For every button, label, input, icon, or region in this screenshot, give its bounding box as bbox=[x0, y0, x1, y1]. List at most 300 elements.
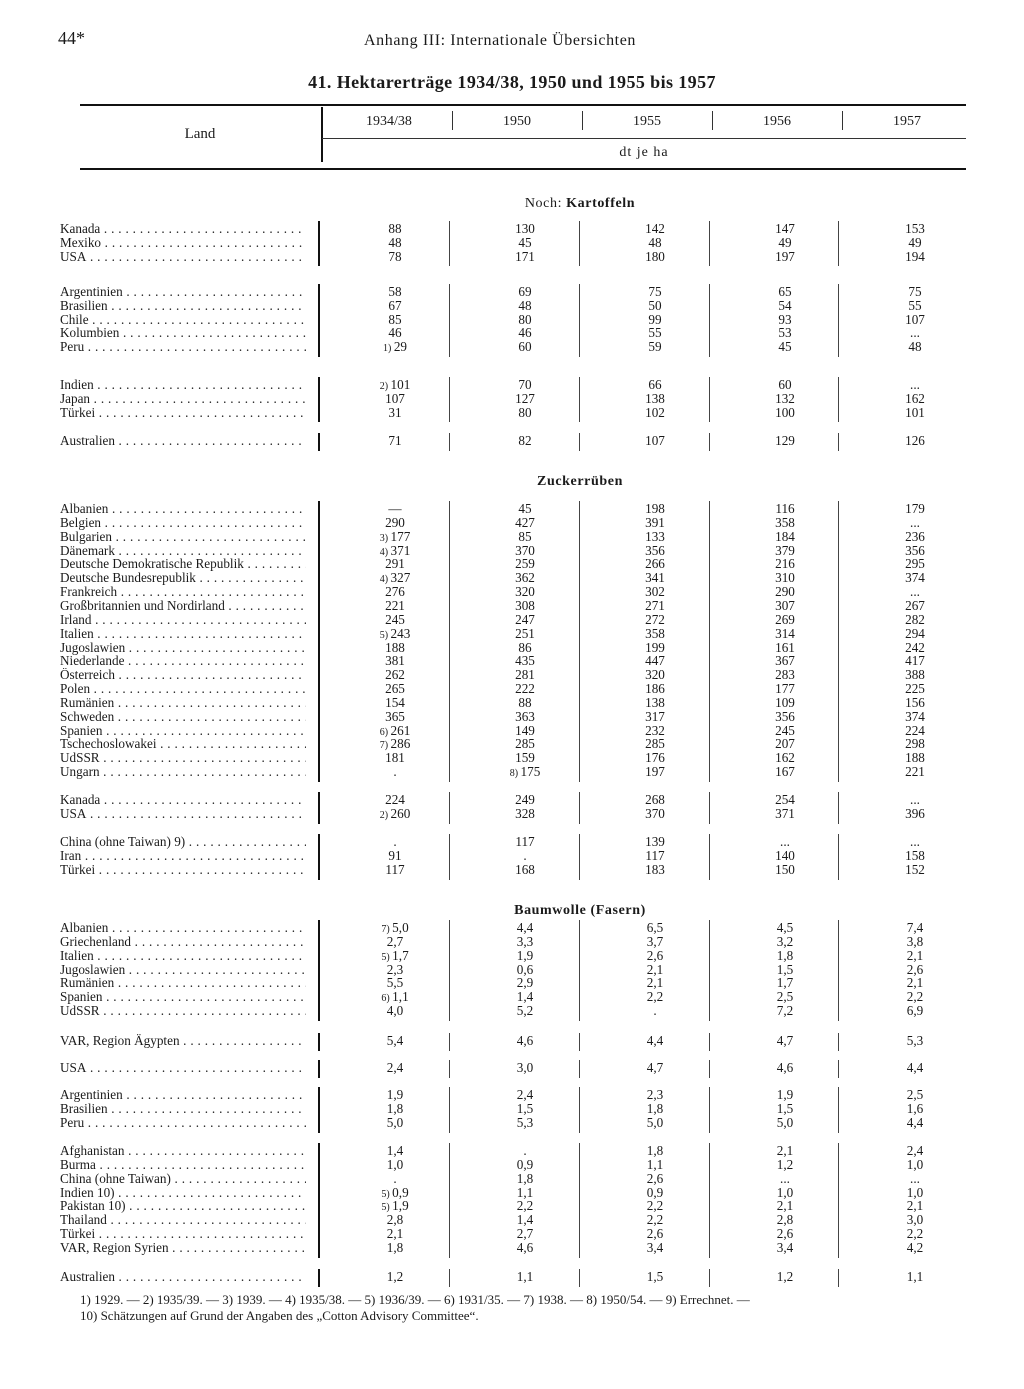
value-cell bbox=[350, 807, 440, 823]
value-cell bbox=[350, 1004, 440, 1018]
table-row bbox=[60, 544, 960, 558]
value-text: 60 bbox=[778, 377, 792, 392]
value-text: 149 bbox=[515, 722, 535, 738]
value-text: 260 bbox=[390, 805, 411, 821]
country-name: Großbritannien und Nordirland . . . bbox=[60, 599, 306, 613]
footnotes bbox=[80, 1292, 980, 1324]
value-text: 55 bbox=[648, 325, 662, 341]
value-text: 236 bbox=[905, 528, 925, 544]
value-text: 4,0 bbox=[386, 1003, 404, 1019]
top-rule bbox=[80, 104, 966, 106]
country-name: Schweden . . . bbox=[60, 710, 306, 724]
table-row bbox=[60, 571, 960, 585]
value-text: 158 bbox=[905, 847, 925, 863]
value-text: 294 bbox=[905, 625, 925, 641]
table-row bbox=[60, 1227, 960, 1241]
value-text: 327 bbox=[390, 570, 411, 586]
value-text: 374 bbox=[905, 570, 925, 586]
value-cell bbox=[610, 1241, 700, 1255]
country-name: Kanada . . . bbox=[60, 793, 306, 807]
table-row bbox=[60, 1116, 960, 1130]
footnote-marker: 5) bbox=[381, 951, 393, 963]
value-text: 177 bbox=[775, 681, 795, 697]
value-text: 2,2 bbox=[646, 1212, 664, 1228]
value-text: 139 bbox=[645, 834, 665, 849]
value-text: 328 bbox=[515, 805, 535, 821]
value-text: 1,1 bbox=[516, 1184, 534, 1200]
value-text: 70 bbox=[518, 377, 532, 392]
table-row bbox=[60, 378, 960, 392]
value-text: 271 bbox=[645, 597, 665, 613]
value-text: 48 bbox=[648, 234, 662, 250]
value-text: 150 bbox=[775, 861, 795, 877]
value-text: 102 bbox=[645, 404, 665, 420]
value-text: 167 bbox=[775, 764, 795, 780]
value-text: 254 bbox=[775, 792, 795, 807]
value-cell bbox=[610, 250, 700, 264]
value-text: 107 bbox=[645, 433, 665, 448]
value-cell bbox=[740, 807, 830, 821]
value-text: 1,8 bbox=[646, 1100, 664, 1116]
value-cell bbox=[610, 1034, 700, 1048]
value-cell bbox=[480, 807, 570, 821]
value-text: 1,0 bbox=[776, 1184, 794, 1200]
value-text: 154 bbox=[385, 694, 405, 710]
table-row bbox=[60, 1102, 960, 1116]
value-text: 46 bbox=[518, 325, 532, 341]
value-text: 225 bbox=[905, 681, 925, 697]
value-text: ... bbox=[780, 834, 790, 849]
value-text: 2,1 bbox=[776, 1198, 794, 1214]
country-name: Rumänien . . . bbox=[60, 696, 306, 710]
country-name: Albanien . . . bbox=[60, 921, 306, 935]
value-text: 295 bbox=[905, 556, 925, 572]
footnote-marker: 3) bbox=[379, 532, 391, 544]
value-text: 2,2 bbox=[646, 989, 664, 1005]
value-text: 341 bbox=[645, 570, 665, 586]
year-header: 1957 bbox=[893, 114, 921, 129]
footnote-marker: 1) bbox=[382, 343, 394, 355]
value-text: 1,9 bbox=[386, 1087, 404, 1102]
table-row bbox=[60, 434, 960, 448]
value-text: 266 bbox=[645, 556, 665, 572]
value-cell bbox=[740, 250, 830, 264]
table-row bbox=[60, 627, 960, 641]
country-name: Dänemark . . . bbox=[60, 544, 306, 558]
footnote-marker: 5) bbox=[381, 1202, 393, 1214]
country-name: Niederlande . . . bbox=[60, 654, 306, 668]
value-text: 1,8 bbox=[646, 1143, 664, 1158]
country-name: Italien . . . bbox=[60, 949, 306, 963]
value-text: 1,8 bbox=[516, 1170, 534, 1186]
value-text: 85 bbox=[388, 311, 402, 327]
value-text: 159 bbox=[515, 750, 535, 766]
value-text: ... bbox=[910, 377, 920, 392]
table-row bbox=[60, 585, 960, 599]
value-text: 427 bbox=[515, 514, 535, 530]
value-text: 216 bbox=[775, 556, 795, 572]
value-text: 307 bbox=[775, 597, 795, 613]
value-text: 2,1 bbox=[646, 961, 664, 977]
value-text: ... bbox=[910, 834, 920, 849]
value-text: 88 bbox=[388, 221, 402, 236]
table-row bbox=[60, 1213, 960, 1227]
value-text: 2,1 bbox=[776, 1143, 794, 1158]
value-text: 1,4 bbox=[386, 1143, 404, 1158]
value-text: 188 bbox=[905, 750, 925, 766]
value-cell bbox=[480, 1061, 570, 1075]
value-text: 1,5 bbox=[776, 961, 794, 977]
table-row bbox=[60, 299, 960, 313]
value-text: 67 bbox=[388, 297, 402, 313]
value-text: 4,4 bbox=[646, 1033, 664, 1048]
value-text: 268 bbox=[645, 792, 665, 807]
footnote-marker: 2) bbox=[379, 809, 391, 821]
table-row bbox=[60, 392, 960, 406]
country-name: Iran . . . bbox=[60, 849, 306, 863]
country-name: Bulgarien . . . bbox=[60, 530, 306, 544]
value-cell bbox=[740, 1270, 830, 1284]
footnote-marker: 6) bbox=[379, 726, 391, 738]
value-text: 447 bbox=[645, 653, 665, 669]
value-cell bbox=[870, 863, 960, 877]
value-text: 298 bbox=[905, 736, 925, 752]
value-text: 232 bbox=[645, 722, 665, 738]
value-text: 161 bbox=[775, 639, 795, 655]
table-row bbox=[60, 530, 960, 544]
value-text: 45 bbox=[778, 339, 792, 355]
value-cell bbox=[870, 1270, 960, 1284]
table-row bbox=[60, 1034, 960, 1048]
value-cell bbox=[480, 434, 570, 448]
table-row bbox=[60, 285, 960, 299]
value-text: 100 bbox=[775, 404, 795, 420]
value-text: 2,7 bbox=[516, 1226, 534, 1242]
value-text: 29 bbox=[393, 339, 408, 355]
value-text: 138 bbox=[645, 390, 665, 406]
value-cell bbox=[740, 434, 830, 448]
value-text: 1,5 bbox=[776, 1100, 794, 1116]
value-text: 184 bbox=[775, 528, 795, 544]
value-text: 1,7 bbox=[392, 947, 409, 963]
country-name: Australien . . . bbox=[60, 434, 306, 448]
value-cell bbox=[870, 1034, 960, 1048]
value-text: 4,4 bbox=[906, 1114, 924, 1130]
value-text: 3,0 bbox=[516, 1060, 534, 1075]
table-row bbox=[60, 222, 960, 236]
value-text: 2,6 bbox=[906, 961, 924, 977]
value-text: 1,0 bbox=[906, 1184, 924, 1200]
country-name: Deutsche Bundesrepublik . . . bbox=[60, 571, 306, 585]
value-text: 2,6 bbox=[646, 947, 664, 963]
value-text: 162 bbox=[775, 750, 795, 766]
value-text: 286 bbox=[390, 736, 411, 752]
table-row bbox=[60, 793, 960, 807]
value-text: 2,1 bbox=[386, 1226, 404, 1242]
table-row bbox=[60, 976, 960, 990]
value-text: 2,5 bbox=[906, 1087, 924, 1102]
value-cell bbox=[870, 434, 960, 448]
value-text: 1,0 bbox=[906, 1156, 924, 1172]
value-cell bbox=[740, 340, 830, 354]
section-name: Zuckerrüben bbox=[537, 474, 623, 489]
value-text: 2,7 bbox=[386, 933, 404, 949]
value-text: 317 bbox=[645, 708, 665, 724]
country-name: Italien . . . bbox=[60, 627, 306, 641]
country-name: Österreich . . . bbox=[60, 668, 306, 682]
land-header: Land bbox=[184, 126, 216, 142]
value-text: 85 bbox=[518, 528, 532, 544]
value-text: 101 bbox=[905, 404, 925, 420]
value-text: 5,2 bbox=[516, 1003, 534, 1019]
value-text: 54 bbox=[778, 297, 792, 313]
country-name: Peru . . . bbox=[60, 1116, 306, 1130]
value-text: 3,0 bbox=[906, 1212, 924, 1228]
value-text: 53 bbox=[778, 325, 792, 341]
value-cell bbox=[350, 1270, 440, 1284]
value-text: 1,7 bbox=[776, 975, 794, 991]
value-text: 4,5 bbox=[776, 920, 794, 935]
value-text: 199 bbox=[645, 639, 665, 655]
table-row bbox=[60, 1004, 960, 1018]
value-text: 276 bbox=[385, 584, 405, 600]
table-title: 41. Hektarerträge 1934/38, 1950 und 1955 bis 1957 bbox=[308, 72, 716, 92]
value-text: 1,8 bbox=[386, 1100, 404, 1116]
value-text: 60 bbox=[518, 339, 532, 355]
value-text: 5,0 bbox=[646, 1114, 664, 1130]
value-text: 1,4 bbox=[516, 1212, 534, 1228]
value-text: 0,9 bbox=[516, 1156, 534, 1172]
country-name: Brasilien . . . bbox=[60, 1102, 306, 1116]
value-cell bbox=[350, 250, 440, 264]
value-text: 59 bbox=[648, 339, 662, 355]
value-text: 2,1 bbox=[906, 975, 924, 991]
table-row bbox=[60, 326, 960, 340]
page-number: 44* bbox=[58, 28, 85, 48]
value-text: 2,8 bbox=[386, 1212, 404, 1228]
value-text: 1,8 bbox=[386, 1239, 404, 1255]
footnote-marker: 7) bbox=[381, 924, 393, 935]
running-header: Anhang III: Internationale Übersichten bbox=[364, 32, 637, 49]
value-text: 243 bbox=[390, 625, 411, 641]
value-text: . bbox=[393, 764, 397, 780]
footnote-marker: 4) bbox=[379, 546, 391, 558]
value-text: 4,2 bbox=[906, 1239, 924, 1255]
value-text: 117 bbox=[645, 847, 665, 863]
value-text: 262 bbox=[385, 667, 405, 683]
value-cell bbox=[480, 250, 570, 264]
value-text: 88 bbox=[518, 694, 532, 710]
value-text: 181 bbox=[385, 750, 405, 766]
table-row bbox=[60, 1186, 960, 1200]
value-text: 370 bbox=[645, 805, 665, 821]
table-row bbox=[60, 710, 960, 724]
value-text: 1,5 bbox=[646, 1269, 664, 1284]
footnote-line: 10) Schätzungen auf Grund der Angaben des „Cotton Advisory Committee“. bbox=[80, 1308, 479, 1323]
value-text: 320 bbox=[645, 667, 665, 683]
value-text: 5,0 bbox=[392, 920, 409, 935]
country-name: Pakistan 10) . . . bbox=[60, 1199, 306, 1213]
value-text: 48 bbox=[388, 234, 402, 250]
value-text: 1,2 bbox=[776, 1269, 794, 1284]
value-text: 282 bbox=[905, 611, 925, 627]
value-text: ... bbox=[910, 584, 920, 600]
value-text: 183 bbox=[645, 861, 665, 877]
table-row bbox=[60, 849, 960, 863]
footnote-marker: 5) bbox=[379, 629, 391, 641]
value-text: 388 bbox=[905, 667, 925, 683]
value-text: ... bbox=[910, 792, 920, 807]
value-text: 356 bbox=[775, 708, 795, 724]
table-row bbox=[60, 236, 960, 250]
value-text: 99 bbox=[648, 311, 662, 327]
value-text: 50 bbox=[648, 297, 662, 313]
value-text: 80 bbox=[518, 311, 532, 327]
value-text: 188 bbox=[385, 639, 405, 655]
value-text: 101 bbox=[390, 377, 411, 392]
value-cell bbox=[740, 1061, 830, 1075]
value-cell bbox=[480, 863, 570, 877]
value-text: 127 bbox=[515, 390, 535, 406]
value-cell bbox=[610, 1116, 700, 1130]
value-text: 153 bbox=[905, 221, 925, 236]
country-name: Spanien . . . bbox=[60, 724, 306, 738]
value-text: 5,3 bbox=[516, 1114, 534, 1130]
value-text: 1,1 bbox=[906, 1269, 924, 1284]
value-text: 75 bbox=[908, 284, 922, 299]
value-text: 147 bbox=[775, 221, 795, 236]
value-cell bbox=[610, 1061, 700, 1075]
value-text: 370 bbox=[515, 542, 535, 558]
country-name: China (ohne Taiwan) . . . bbox=[60, 1172, 306, 1186]
table-row bbox=[60, 724, 960, 738]
value-text: 435 bbox=[515, 653, 535, 669]
value-text: 267 bbox=[905, 597, 925, 613]
value-text: 142 bbox=[645, 221, 665, 236]
value-text: 48 bbox=[518, 297, 532, 313]
value-text: 179 bbox=[905, 501, 925, 516]
value-text: 1,5 bbox=[516, 1100, 534, 1116]
value-text: 5,0 bbox=[386, 1114, 404, 1130]
country-name: Deutsche Demokratische Republik . . . bbox=[60, 557, 306, 571]
value-text: 291 bbox=[385, 556, 405, 572]
value-text: . bbox=[393, 1170, 397, 1186]
footnote-marker: 2) bbox=[379, 381, 391, 392]
table-row bbox=[60, 1088, 960, 1102]
value-text: 1,9 bbox=[776, 1087, 794, 1102]
table-row bbox=[60, 557, 960, 571]
unit-label: dt je ha bbox=[619, 145, 669, 160]
value-text: 310 bbox=[775, 570, 795, 586]
value-cell bbox=[350, 1241, 440, 1255]
value-text: 180 bbox=[645, 248, 665, 264]
country-name: Indien 10) . . . bbox=[60, 1186, 306, 1200]
country-name: Ungarn . . . bbox=[60, 765, 306, 779]
value-text: 356 bbox=[645, 542, 665, 558]
section-title bbox=[330, 903, 830, 919]
header-bottom-rule bbox=[80, 168, 966, 170]
value-text: 197 bbox=[645, 764, 665, 780]
value-text: 49 bbox=[778, 234, 792, 250]
value-text: 5,3 bbox=[906, 1033, 924, 1048]
value-text: 2,4 bbox=[516, 1087, 534, 1102]
value-text: 6,9 bbox=[906, 1003, 924, 1019]
value-text: 356 bbox=[905, 542, 925, 558]
value-text: 281 bbox=[515, 667, 535, 683]
table-row bbox=[60, 250, 960, 264]
value-cell bbox=[870, 1004, 960, 1018]
country-name: Kolumbien . . . bbox=[60, 326, 306, 340]
value-text: ... bbox=[910, 325, 920, 341]
value-text: 75 bbox=[648, 284, 662, 299]
value-cell bbox=[350, 340, 440, 356]
country-name: Australien . . . bbox=[60, 1270, 306, 1284]
value-text: 417 bbox=[905, 653, 925, 669]
value-text: 91 bbox=[388, 847, 402, 863]
country-name: Türkei . . . bbox=[60, 1227, 306, 1241]
value-text: 2,5 bbox=[776, 989, 794, 1005]
value-cell bbox=[740, 1034, 830, 1048]
value-text: 4,6 bbox=[776, 1060, 794, 1075]
value-text: 222 bbox=[515, 681, 535, 697]
country-name: Jugoslawien . . . bbox=[60, 963, 306, 977]
country-name: Thailand . . . bbox=[60, 1213, 306, 1227]
value-text: 3,7 bbox=[646, 933, 664, 949]
value-text: 0,9 bbox=[646, 1184, 664, 1200]
value-text: 302 bbox=[645, 584, 665, 600]
value-text: 126 bbox=[905, 433, 925, 448]
value-cell bbox=[350, 434, 440, 448]
value-text: 290 bbox=[775, 584, 795, 600]
value-cell bbox=[610, 340, 700, 354]
country-name: Japan . . . bbox=[60, 392, 306, 406]
value-text: 197 bbox=[775, 248, 795, 264]
value-text: 358 bbox=[775, 514, 795, 530]
value-text: 4,4 bbox=[516, 920, 534, 935]
footnote-marker: 7) bbox=[379, 740, 391, 752]
section-name: Kartoffeln bbox=[566, 196, 636, 211]
country-name: USA . . . bbox=[60, 250, 306, 264]
country-name: Indien . . . bbox=[60, 378, 306, 392]
value-text: — bbox=[388, 501, 402, 516]
value-text: 2,1 bbox=[646, 975, 664, 991]
table-row bbox=[60, 516, 960, 530]
value-cell bbox=[610, 807, 700, 821]
table-row bbox=[60, 1144, 960, 1158]
value-cell bbox=[740, 406, 830, 420]
value-text: 107 bbox=[905, 311, 925, 327]
value-text: . bbox=[523, 1143, 527, 1158]
value-cell bbox=[740, 1116, 830, 1130]
table-row bbox=[60, 1172, 960, 1186]
value-text: 55 bbox=[908, 297, 922, 313]
value-text: 358 bbox=[645, 625, 665, 641]
value-text: 2,6 bbox=[646, 1226, 664, 1242]
country-name: USA . . . bbox=[60, 807, 306, 821]
value-cell bbox=[480, 1241, 570, 1255]
value-text: 224 bbox=[905, 722, 925, 738]
value-text: 283 bbox=[775, 667, 795, 683]
value-cell bbox=[870, 765, 960, 779]
value-cell bbox=[870, 250, 960, 264]
value-cell bbox=[870, 406, 960, 420]
value-text: 391 bbox=[645, 514, 665, 530]
country-name: Rumänien . . . bbox=[60, 976, 306, 990]
value-text: 65 bbox=[778, 284, 792, 299]
footnote-marker: 8) bbox=[509, 768, 521, 780]
country-name: Mexiko . . . bbox=[60, 236, 306, 250]
value-text: 362 bbox=[515, 570, 535, 586]
